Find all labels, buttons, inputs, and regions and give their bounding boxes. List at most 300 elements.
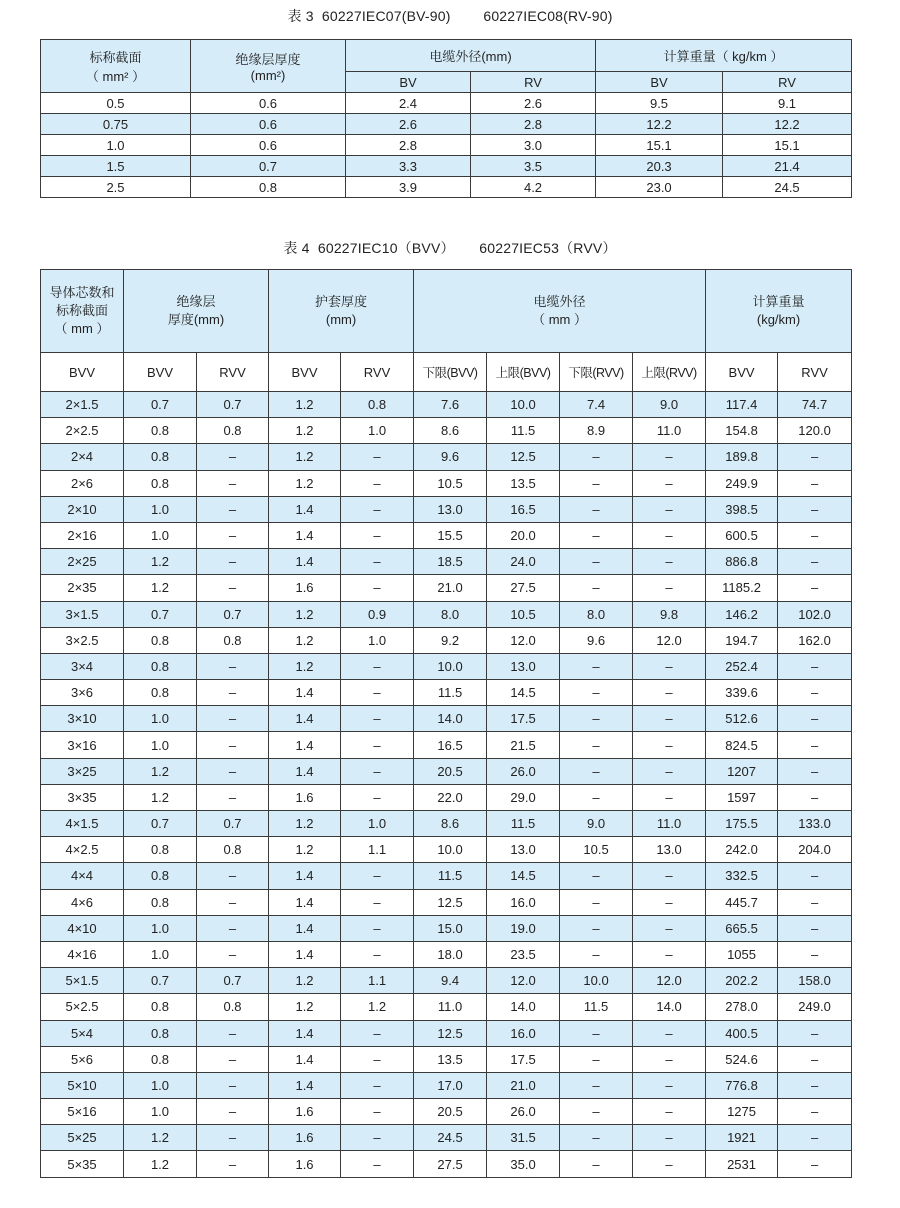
- table-cell: –: [197, 653, 269, 679]
- table-cell: 16.0: [487, 889, 560, 915]
- table-cell: 3×10: [41, 706, 124, 732]
- table-cell: 5×25: [41, 1125, 124, 1151]
- table-cell: 22.0: [414, 784, 487, 810]
- table-cell: 3.0: [471, 135, 596, 156]
- table-cell: –: [560, 549, 633, 575]
- table-cell: 0.8: [124, 1046, 197, 1072]
- table-cell: 9.5: [596, 93, 723, 114]
- table-cell: 249.0: [778, 994, 852, 1020]
- table-cell: –: [778, 444, 852, 470]
- table-cell: 1.4: [269, 680, 341, 706]
- table-cell: –: [633, 470, 706, 496]
- table-cell: –: [633, 680, 706, 706]
- table-cell: 1.2: [269, 994, 341, 1020]
- table-cell: 1.5: [41, 156, 191, 177]
- table-cell: 1.4: [269, 522, 341, 548]
- table-cell: –: [341, 863, 414, 889]
- table-cell: 3×2.5: [41, 627, 124, 653]
- table-cell: –: [560, 522, 633, 548]
- table-row: [41, 680, 852, 706]
- table-cell: 13.5: [414, 1046, 487, 1072]
- table-cell: –: [778, 915, 852, 941]
- table-cell: –: [560, 1125, 633, 1151]
- table-cell: 9.8: [633, 601, 706, 627]
- table-cell: 1.2: [124, 784, 197, 810]
- table-cell: 146.2: [706, 601, 778, 627]
- table-cell: 1.2: [124, 758, 197, 784]
- table-cell: 2×6: [41, 470, 124, 496]
- table-cell: 1.2: [269, 837, 341, 863]
- table-cell: 0.8: [124, 627, 197, 653]
- table-cell: 1.4: [269, 1020, 341, 1046]
- table-cell: –: [633, 1046, 706, 1072]
- table-cell: 249.9: [706, 470, 778, 496]
- table3-subheader-diameter-bv: BV: [346, 72, 471, 93]
- table-cell: 824.5: [706, 732, 778, 758]
- table-cell: 0.8: [124, 680, 197, 706]
- table4: [40, 269, 852, 1178]
- table-cell: –: [560, 1151, 633, 1177]
- table4-caption-b: 60227IEC53（RVV）: [479, 240, 617, 256]
- table-cell: 2.6: [346, 114, 471, 135]
- table-cell: 2×2.5: [41, 418, 124, 444]
- table-cell: 0.8: [124, 418, 197, 444]
- table-cell: 0.8: [191, 177, 346, 198]
- table-cell: –: [778, 784, 852, 810]
- table3-header-nominal-section-unit: （ mm² ）: [85, 69, 146, 84]
- table-cell: 154.8: [706, 418, 778, 444]
- table-cell: 11.5: [414, 863, 487, 889]
- table-cell: 10.5: [414, 470, 487, 496]
- table-cell: 1.4: [269, 732, 341, 758]
- table-cell: 14.5: [487, 863, 560, 889]
- table-cell: 20.0: [487, 522, 560, 548]
- table-cell: 102.0: [778, 601, 852, 627]
- table-cell: –: [197, 575, 269, 601]
- table-cell: 1.4: [269, 863, 341, 889]
- table-cell: 1.0: [124, 706, 197, 732]
- table-cell: 16.5: [487, 496, 560, 522]
- table-cell: –: [778, 549, 852, 575]
- table-cell: 15.0: [414, 915, 487, 941]
- table-cell: 12.5: [414, 889, 487, 915]
- table4-subheader-cell: 下限(BVV): [414, 353, 487, 392]
- table-cell: 29.0: [487, 784, 560, 810]
- table3-body: [41, 93, 852, 198]
- table-cell: 0.8: [197, 627, 269, 653]
- table-cell: 20.3: [596, 156, 723, 177]
- table-cell: –: [560, 732, 633, 758]
- table-cell: 1.2: [269, 601, 341, 627]
- table-cell: –: [560, 575, 633, 601]
- table-cell: 202.2: [706, 968, 778, 994]
- table-cell: 0.7: [124, 392, 197, 418]
- table-cell: 1.0: [124, 1072, 197, 1098]
- table-cell: –: [633, 732, 706, 758]
- table-cell: 252.4: [706, 653, 778, 679]
- table-cell: 0.8: [124, 444, 197, 470]
- table-cell: –: [197, 444, 269, 470]
- table-cell: –: [560, 758, 633, 784]
- table-cell: –: [341, 1099, 414, 1125]
- table-cell: –: [197, 915, 269, 941]
- table-cell: 5×6: [41, 1046, 124, 1072]
- table-cell: 0.8: [197, 837, 269, 863]
- table4-header-sheath-line2: (mm): [325, 312, 357, 327]
- table-cell: 4.2: [471, 177, 596, 198]
- table-cell: 1.4: [269, 549, 341, 575]
- table-cell: 512.6: [706, 706, 778, 732]
- table-cell: 9.6: [560, 627, 633, 653]
- table-cell: 21.0: [487, 1072, 560, 1098]
- table3-header-nominal-section: [41, 40, 191, 93]
- table-row: [41, 1020, 852, 1046]
- table3-caption-prefix: 表 3: [287, 8, 314, 24]
- table-cell: –: [633, 522, 706, 548]
- table-cell: –: [778, 1072, 852, 1098]
- table-cell: 0.8: [124, 470, 197, 496]
- table-cell: 204.0: [778, 837, 852, 863]
- table-cell: –: [197, 470, 269, 496]
- table-cell: 11.5: [414, 680, 487, 706]
- table-cell: 0.5: [41, 93, 191, 114]
- table4-subheader-cell: BVV: [269, 353, 341, 392]
- table4-caption-a: 60227IEC10（BVV）: [317, 240, 455, 256]
- table-cell: 12.0: [487, 968, 560, 994]
- table-cell: 1.6: [269, 784, 341, 810]
- table-cell: –: [633, 1125, 706, 1151]
- table-cell: 5×10: [41, 1072, 124, 1098]
- table-row: [41, 627, 852, 653]
- table-row: [41, 811, 852, 837]
- table-cell: 31.5: [487, 1125, 560, 1151]
- table3-header-nominal-section-label: 标称截面: [89, 50, 142, 65]
- table-row: [41, 1125, 852, 1151]
- table-cell: 1275: [706, 1099, 778, 1125]
- table-cell: 776.8: [706, 1072, 778, 1098]
- table-cell: –: [778, 470, 852, 496]
- table-cell: 1.2: [269, 392, 341, 418]
- table-cell: 1.4: [269, 706, 341, 732]
- table-cell: 10.5: [487, 601, 560, 627]
- table-cell: 15.1: [596, 135, 723, 156]
- table-cell: –: [778, 941, 852, 967]
- table-cell: –: [560, 784, 633, 810]
- table-cell: 3.9: [346, 177, 471, 198]
- table-cell: 13.0: [487, 653, 560, 679]
- table-cell: –: [560, 1099, 633, 1125]
- table-cell: 9.0: [560, 811, 633, 837]
- table-cell: 117.4: [706, 392, 778, 418]
- table-cell: –: [341, 496, 414, 522]
- table4-header-diameter: [414, 270, 706, 353]
- table-cell: 2.6: [471, 93, 596, 114]
- table3-subheader-weight-rv: RV: [723, 72, 852, 93]
- table-cell: –: [341, 470, 414, 496]
- table-cell: 1.0: [124, 732, 197, 758]
- table-cell: 1.0: [341, 627, 414, 653]
- table-cell: –: [560, 496, 633, 522]
- table4-header-diameter-line1: 电缆外径: [533, 294, 586, 309]
- table4-subheader-cell: 下限(RVV): [560, 353, 633, 392]
- table-cell: –: [778, 1125, 852, 1151]
- table-cell: –: [633, 941, 706, 967]
- table-cell: 3×1.5: [41, 601, 124, 627]
- table-cell: 14.0: [414, 706, 487, 732]
- table-cell: 2.8: [471, 114, 596, 135]
- table4-header-weight: [706, 270, 852, 353]
- table-cell: 1.6: [269, 1125, 341, 1151]
- table-cell: 0.8: [124, 994, 197, 1020]
- table-cell: 1.6: [269, 1099, 341, 1125]
- table-cell: 20.5: [414, 758, 487, 784]
- table-cell: –: [341, 758, 414, 784]
- table-cell: 1597: [706, 784, 778, 810]
- table-cell: 2×25: [41, 549, 124, 575]
- table-cell: 27.5: [487, 575, 560, 601]
- table-cell: 2.8: [346, 135, 471, 156]
- table-cell: –: [778, 496, 852, 522]
- table-cell: 23.0: [596, 177, 723, 198]
- table-row: [41, 1151, 852, 1177]
- table-cell: 175.5: [706, 811, 778, 837]
- table-row: [41, 1046, 852, 1072]
- table-cell: –: [197, 680, 269, 706]
- table-cell: 339.6: [706, 680, 778, 706]
- table-cell: –: [341, 784, 414, 810]
- table-cell: 5×35: [41, 1151, 124, 1177]
- table4-subheader-cell: BVV: [706, 353, 778, 392]
- table-cell: 398.5: [706, 496, 778, 522]
- table-cell: 0.8: [124, 653, 197, 679]
- table-cell: 1207: [706, 758, 778, 784]
- table-cell: –: [633, 444, 706, 470]
- table4-subheader-cell: 上限(BVV): [487, 353, 560, 392]
- table-cell: 1.6: [269, 575, 341, 601]
- table-row: [41, 653, 852, 679]
- table-cell: 1.4: [269, 758, 341, 784]
- table4-header-diameter-line2: （ mm ）: [532, 312, 587, 327]
- table-cell: 16.0: [487, 1020, 560, 1046]
- table-row: [41, 994, 852, 1020]
- table4-header-conductor-line1: 导体芯数和: [49, 285, 115, 300]
- table-cell: 11.0: [633, 811, 706, 837]
- table-cell: 2×1.5: [41, 392, 124, 418]
- table-cell: 1.2: [269, 653, 341, 679]
- table-cell: –: [197, 1151, 269, 1177]
- table-cell: 1.4: [269, 1046, 341, 1072]
- table-cell: 9.6: [414, 444, 487, 470]
- table-cell: –: [341, 653, 414, 679]
- table-cell: –: [633, 1099, 706, 1125]
- table-cell: 10.0: [414, 837, 487, 863]
- table-cell: –: [778, 1099, 852, 1125]
- table-cell: 26.0: [487, 1099, 560, 1125]
- table-cell: 1.1: [341, 837, 414, 863]
- table-cell: 13.0: [487, 837, 560, 863]
- table4-header-conductor: [41, 270, 124, 353]
- table-cell: –: [778, 653, 852, 679]
- table-row: [41, 522, 852, 548]
- table-cell: –: [341, 732, 414, 758]
- table-cell: –: [633, 575, 706, 601]
- table-cell: 19.0: [487, 915, 560, 941]
- table-cell: 27.5: [414, 1151, 487, 1177]
- table-cell: 1.0: [124, 522, 197, 548]
- table-cell: 1.2: [269, 470, 341, 496]
- table-cell: 2×16: [41, 522, 124, 548]
- table-row: [41, 114, 852, 135]
- table-cell: 189.8: [706, 444, 778, 470]
- table-cell: 12.0: [487, 627, 560, 653]
- table-cell: 8.0: [414, 601, 487, 627]
- table-cell: 0.7: [197, 392, 269, 418]
- table-cell: –: [197, 1125, 269, 1151]
- table-cell: 0.7: [191, 156, 346, 177]
- table-cell: 0.6: [191, 93, 346, 114]
- table-cell: 1.0: [341, 811, 414, 837]
- table3-caption: [0, 6, 900, 26]
- table-cell: 1.1: [341, 968, 414, 994]
- table-cell: 24.5: [723, 177, 852, 198]
- table-cell: 5×16: [41, 1099, 124, 1125]
- table4-body: [41, 392, 852, 1178]
- table-cell: 1.0: [124, 1099, 197, 1125]
- table3-header-insulation-label: 绝缘层厚度: [235, 52, 301, 67]
- table-row: [41, 470, 852, 496]
- table-cell: 2.5: [41, 177, 191, 198]
- table-cell: 14.0: [487, 994, 560, 1020]
- table-cell: 0.75: [41, 114, 191, 135]
- table-cell: 524.6: [706, 1046, 778, 1072]
- table-cell: 8.0: [560, 601, 633, 627]
- table-cell: 665.5: [706, 915, 778, 941]
- table4-header-weight-line2: (kg/km): [756, 312, 801, 327]
- table-row: [41, 889, 852, 915]
- table-cell: 12.2: [596, 114, 723, 135]
- table-cell: 11.0: [633, 418, 706, 444]
- table-cell: 0.7: [124, 968, 197, 994]
- table-row: [41, 706, 852, 732]
- table-cell: –: [341, 1125, 414, 1151]
- table-cell: 0.7: [124, 601, 197, 627]
- table-cell: 1.2: [341, 994, 414, 1020]
- table-cell: 332.5: [706, 863, 778, 889]
- table-cell: –: [341, 575, 414, 601]
- table-cell: 21.5: [487, 732, 560, 758]
- table-cell: –: [633, 706, 706, 732]
- table-cell: 0.6: [191, 135, 346, 156]
- table-cell: 20.5: [414, 1099, 487, 1125]
- table-cell: 7.6: [414, 392, 487, 418]
- table-cell: 1.2: [269, 968, 341, 994]
- table-cell: –: [633, 496, 706, 522]
- table-cell: 10.0: [487, 392, 560, 418]
- table-cell: –: [633, 915, 706, 941]
- table-cell: 120.0: [778, 418, 852, 444]
- table-cell: 13.0: [414, 496, 487, 522]
- table-row: [41, 601, 852, 627]
- table-cell: 13.0: [633, 837, 706, 863]
- table-cell: –: [560, 941, 633, 967]
- table-cell: 1.4: [269, 915, 341, 941]
- table-cell: –: [778, 1020, 852, 1046]
- table-cell: –: [197, 1072, 269, 1098]
- table-cell: –: [633, 889, 706, 915]
- table-cell: –: [197, 732, 269, 758]
- table4-subheader-row: [41, 353, 852, 392]
- table-cell: –: [633, 784, 706, 810]
- table-cell: –: [778, 575, 852, 601]
- table-cell: 4×2.5: [41, 837, 124, 863]
- table-cell: –: [341, 444, 414, 470]
- table-cell: –: [341, 941, 414, 967]
- table-row: [41, 1099, 852, 1125]
- table4-header-conductor-line2: 标称截面: [55, 303, 108, 318]
- table4-subheader-cell: RVV: [197, 353, 269, 392]
- table-cell: 74.7: [778, 392, 852, 418]
- table4-subheader-cell: 上限(RVV): [633, 353, 706, 392]
- table4-header-sheath-line1: 护套厚度: [315, 294, 368, 309]
- table4-header-conductor-line3: （ mm ）: [54, 321, 110, 336]
- table-row: [41, 575, 852, 601]
- table-row: [41, 784, 852, 810]
- table-cell: 8.6: [414, 811, 487, 837]
- table-cell: 9.0: [633, 392, 706, 418]
- table-cell: 1.2: [124, 1151, 197, 1177]
- table-row: [41, 968, 852, 994]
- table-cell: 0.7: [197, 601, 269, 627]
- table-cell: –: [341, 680, 414, 706]
- table-cell: –: [197, 496, 269, 522]
- table-cell: 1.2: [269, 418, 341, 444]
- table-cell: –: [778, 758, 852, 784]
- table-cell: 18.5: [414, 549, 487, 575]
- table-cell: –: [560, 1046, 633, 1072]
- table-row: [41, 758, 852, 784]
- table3-header-weight: 计算重量（ kg/km ）: [596, 40, 852, 72]
- table-cell: 1.4: [269, 496, 341, 522]
- table-cell: 1.2: [124, 1125, 197, 1151]
- table-cell: –: [633, 863, 706, 889]
- table-row: [41, 837, 852, 863]
- table-cell: –: [560, 706, 633, 732]
- table-cell: 8.6: [414, 418, 487, 444]
- table-cell: –: [197, 522, 269, 548]
- table-cell: 12.2: [723, 114, 852, 135]
- table-cell: 17.5: [487, 1046, 560, 1072]
- table-cell: 2531: [706, 1151, 778, 1177]
- table-cell: 14.5: [487, 680, 560, 706]
- table-cell: –: [341, 706, 414, 732]
- table-cell: 11.5: [487, 811, 560, 837]
- table-cell: –: [633, 1020, 706, 1046]
- table-cell: 2×10: [41, 496, 124, 522]
- table-cell: 5×4: [41, 1020, 124, 1046]
- table3-subheader-diameter-rv: RV: [471, 72, 596, 93]
- table-cell: –: [560, 444, 633, 470]
- table-cell: 1.2: [269, 811, 341, 837]
- table-cell: 14.0: [633, 994, 706, 1020]
- table-cell: 400.5: [706, 1020, 778, 1046]
- table-cell: –: [560, 653, 633, 679]
- table-cell: 3.5: [471, 156, 596, 177]
- table-cell: –: [341, 1072, 414, 1098]
- table-cell: –: [560, 1020, 633, 1046]
- table-cell: 24.0: [487, 549, 560, 575]
- table-cell: –: [560, 680, 633, 706]
- table-cell: 4×10: [41, 915, 124, 941]
